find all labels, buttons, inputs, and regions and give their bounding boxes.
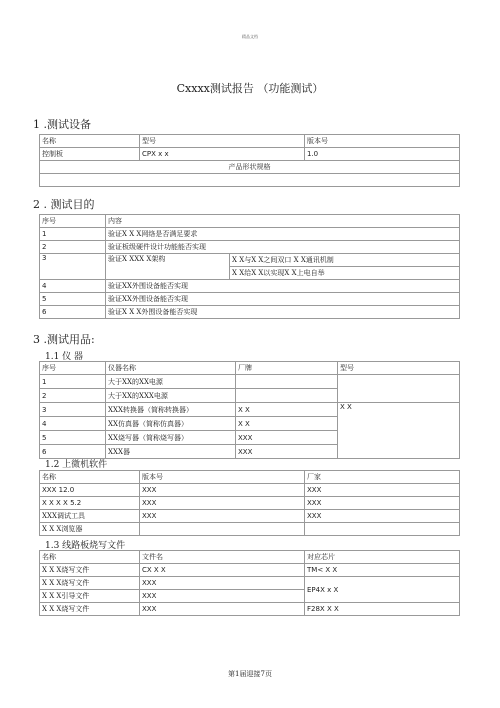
col-vendor: 厂家 [305,471,460,484]
section1-heading: 1 .测试设备 [33,118,91,131]
table-cell: EP4X x X [305,577,460,603]
col-name: 名称 [40,551,140,564]
report-title: Cxxxx测试报告 （功能测试） [176,82,324,95]
table-cell: XXX [305,497,460,510]
col-name: 名称 [40,135,140,148]
table-cell: F28X X X [305,603,460,616]
instrument-brand: XXX [236,445,338,459]
instrument-model [338,375,460,403]
instrument-brand: X X [236,403,338,417]
row-no: 1 [40,375,106,389]
firmware-table [39,550,460,616]
col-filename: 文件名 [140,551,305,564]
row-no: 5 [40,293,106,306]
row-content: 验证X X X网络是否满足要求 [106,228,460,241]
row-content: 验证X XXX X架构 [106,254,230,280]
table-cell: X X X烧写文件 [40,577,140,590]
instrument-heading: 1.1 仪 器 [45,352,84,362]
row-no: 2 [40,389,106,403]
table-cell: XXX [140,497,305,510]
row-content: 验证XX外围设备能否实现 [106,280,460,293]
instrument-name: XX仿真器（简称仿真器） [106,417,236,431]
spec-label: 产品形状规格 [40,161,460,174]
row-content: 验证XX外围设备能否实现 [106,293,460,306]
col-brand: 厂牌 [236,362,338,375]
row-no: 4 [40,417,106,431]
row-no: 6 [40,445,106,459]
instrument-brand: XXX [236,431,338,445]
col-version: 版本号 [140,471,305,484]
instrument-brand [236,375,338,389]
row-no: 2 [40,241,106,254]
col-chip: 对应芯片 [305,551,460,564]
table-cell: X X X烧写文件 [40,603,140,616]
col-content: 内容 [106,215,460,228]
table-cell: 1.0 [305,148,460,161]
software-heading: 1.2 上微机软件 [45,460,108,470]
empty-row [40,174,460,187]
instrument-name: 大于XX的XX电源 [106,375,236,389]
table-cell: 控制板 [40,148,140,161]
row-no: 6 [40,306,106,319]
instrument-brand: X X [236,417,338,431]
row-no: 5 [40,431,106,445]
instrument-brand [236,389,338,403]
table-cell [305,523,460,536]
section3-heading: 3 .测试用品: [33,333,95,346]
col-instrument: 仪器名称 [106,362,236,375]
software-table [39,470,460,536]
table-cell: XXX [305,484,460,497]
table-cell: XXX [140,510,305,523]
page-footer: 第1届迎接7页 [228,670,272,678]
page-header: 精品文档 [242,34,258,39]
purpose-table [39,214,460,319]
col-version: 版本号 [305,135,460,148]
table-cell: XXX [140,590,305,603]
firmware-heading: 1.3 线路板烧写文件 [45,541,126,551]
row-subitem: X X与X X之间双口 X X通讯机制 [230,254,460,267]
col-model: 型号 [338,362,460,375]
table-cell: CPX x x [140,148,305,161]
table-cell: CX X X [140,564,305,577]
table-cell: XXX [140,603,305,616]
col-no: 序号 [40,215,106,228]
col-name: 名称 [40,471,140,484]
row-content: 验证X X X外围设备能否实现 [106,306,460,319]
table-cell: X X X X 5.2 [40,497,140,510]
equipment-table [39,134,460,187]
table-cell: XXX调试工具 [40,510,140,523]
row-subitem: X X给X X以实现X X上电自举 [230,267,460,280]
col-no: 序号 [40,362,106,375]
table-cell: XXX [305,510,460,523]
table-cell: XXX 12.0 [40,484,140,497]
row-content: 验证板级硬件设计功能能否实现 [106,241,460,254]
col-model: 型号 [140,135,305,148]
row-no: 3 [40,403,106,417]
table-cell: X X X浏览器 [40,523,140,536]
row-no: 4 [40,280,106,293]
instrument-name: XXX转换器（简称转换器） [106,403,236,417]
row-no: 1 [40,228,106,241]
table-cell: XXX [140,577,305,590]
instrument-name: 大于XX的XXX电源 [106,389,236,403]
table-cell: XXX [140,484,305,497]
section2-heading: 2 . 测试目的 [33,198,95,211]
row-no: 3 [40,254,106,280]
table-cell: X X X烧写文件 [40,564,140,577]
instrument-name: XXX器 [106,445,236,459]
instrument-table [39,361,460,459]
table-cell [140,523,305,536]
table-cell: X X X引导文件 [40,590,140,603]
table-cell: TM< X X [305,564,460,577]
instrument-model: X X [338,403,460,459]
instrument-name: XX烧写器（简称烧写器） [106,431,236,445]
